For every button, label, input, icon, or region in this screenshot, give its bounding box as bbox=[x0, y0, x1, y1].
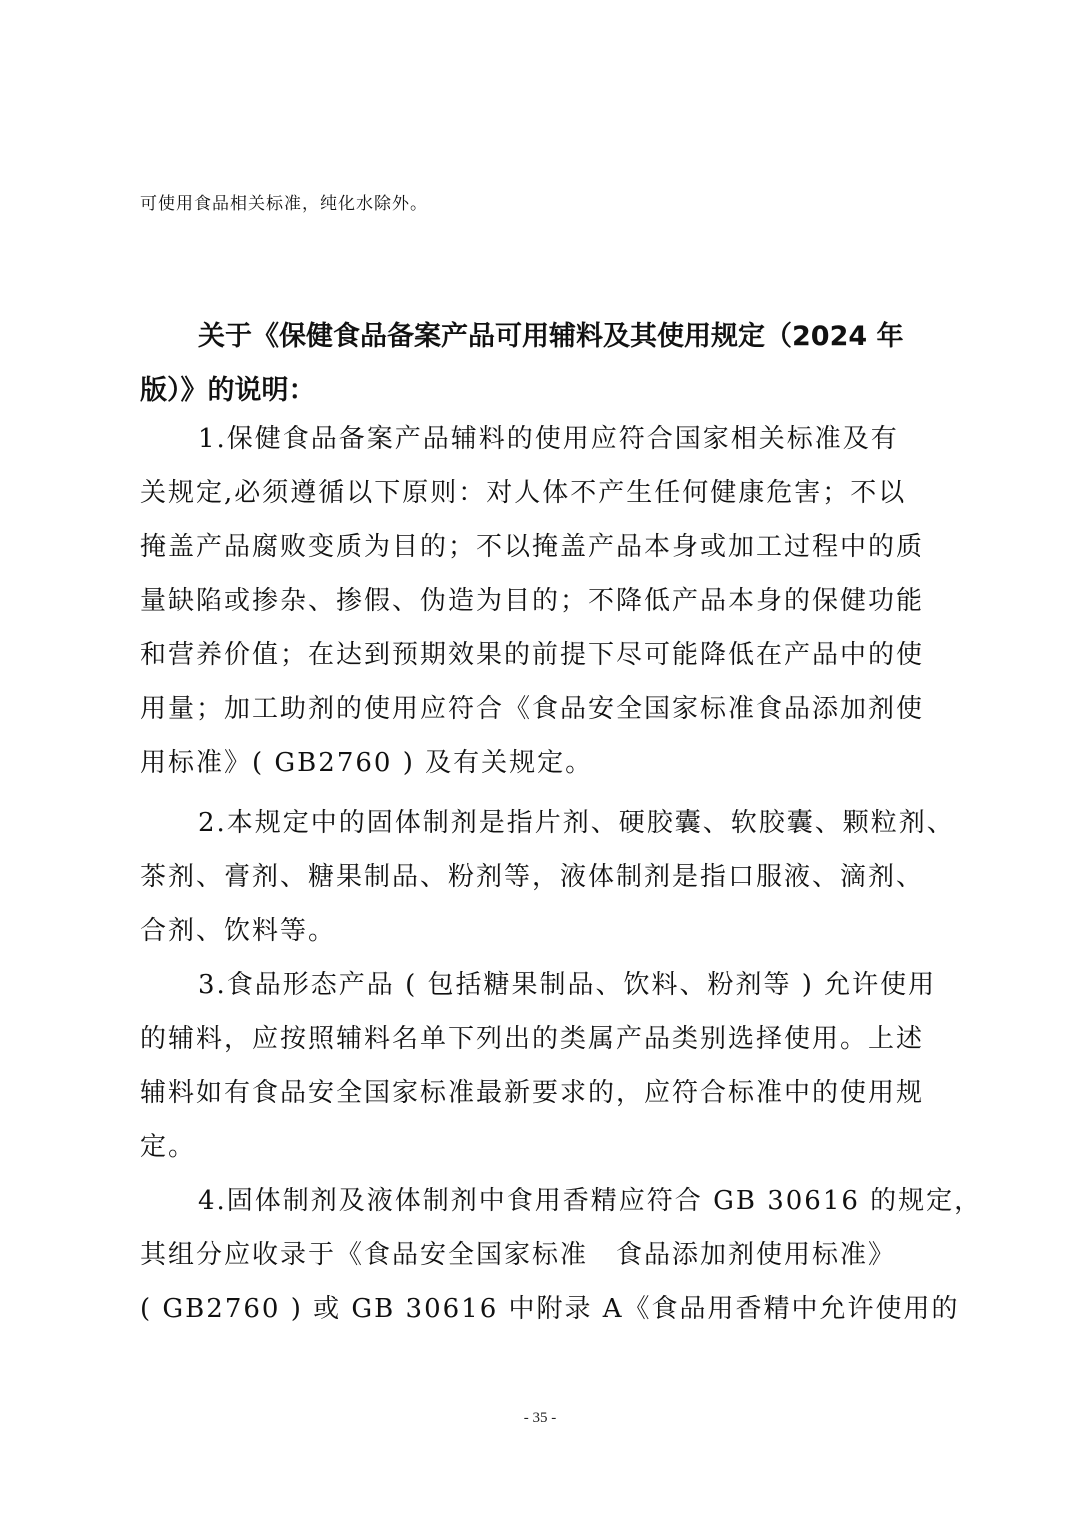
paragraph-line: 关规定,必须遵循以下原则：对人体不产生任何健康危害；不以 bbox=[140, 478, 907, 508]
title-line-1: 关于《保健食品备案产品可用辅料及其使用规定（2024 年 bbox=[198, 321, 904, 352]
paragraph-line: 其组分应收录于《食品安全国家标准 食品添加剂使用标准》 bbox=[140, 1240, 897, 1270]
paragraph-line: 茶剂、膏剂、糖果制品、粉剂等，液体制剂是指口服液、滴剂、 bbox=[140, 862, 925, 892]
paragraph-3 bbox=[140, 958, 940, 1174]
paragraph-2 bbox=[140, 796, 955, 958]
paragraph-line: 定。 bbox=[140, 1132, 197, 1162]
paragraph-line: ( GB2760 ) 或 GB 30616 中附录 A《食品用香精中允许使用的 bbox=[140, 1294, 960, 1324]
paragraph-line: 辅料如有食品安全国家标准最新要求的，应符合标准中的使用规 bbox=[140, 1078, 925, 1108]
paragraph-1 bbox=[140, 412, 940, 790]
paragraph-line: 用标准》( GB2760 ) 及有关规定。 bbox=[140, 748, 594, 778]
paragraph-line: 量缺陷或掺杂、掺假、伪造为目的；不降低产品本身的保健功能 bbox=[140, 586, 925, 616]
paragraph-line: 1.保健食品备案产品辅料的使用应符合国家相关标准及有 bbox=[198, 424, 899, 454]
paragraph-line: 掩盖产品腐败变质为目的；不以掩盖产品本身或加工过程中的质 bbox=[140, 532, 925, 562]
paragraph-line: 2.本规定中的固体制剂是指片剂、硬胶囊、软胶囊、颗粒剂、 bbox=[198, 808, 955, 838]
paragraph-line: 和营养价值；在达到预期效果的前提下尽可能降低在产品中的使 bbox=[140, 640, 925, 670]
note-line: 可使用食品相关标准，纯化水除外。 bbox=[140, 194, 428, 214]
page-number: - 35 - bbox=[523, 1410, 557, 1426]
paragraph-line: 合剂、饮料等。 bbox=[140, 916, 337, 946]
paragraph-line: 4.固体制剂及液体制剂中食用香精应符合 GB 30616 的规定， bbox=[198, 1186, 983, 1216]
paragraph-line: 的辅料，应按照辅料名单下列出的类属产品类别选择使用。上述 bbox=[140, 1024, 925, 1054]
paragraph-4 bbox=[140, 1174, 983, 1336]
section-title bbox=[140, 310, 940, 418]
paragraph-line: 用量；加工助剂的使用应符合《食品安全国家标准食品添加剂使 bbox=[140, 694, 925, 724]
title-line-2: 版）》的说明： bbox=[140, 375, 316, 406]
paragraph-line: 3.食品形态产品 ( 包括糖果制品、饮料、粉剂等 ) 允许使用 bbox=[198, 970, 937, 1000]
